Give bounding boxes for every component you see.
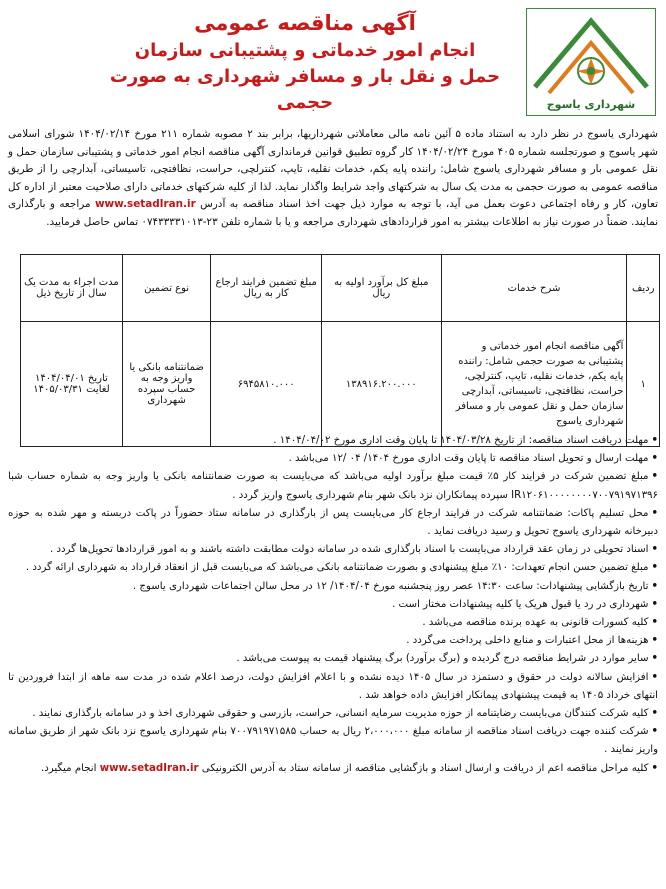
- list-item: •تاریخ بازگشایی پیشنهادات: ساعت ۱۴:۳۰ عصر روز پنجشنبه مورخ ۱۴۰۴/۰۴/ ۱۲ در محل سالن اجتماعات شهرداری یاسوج .: [132, 580, 658, 592]
- cell-guarantee: ۶۹۴۵۸۱۰.۰۰۰: [211, 322, 322, 447]
- cell-index: ۱: [627, 322, 660, 447]
- footer-website-link[interactable]: www.setadIran.ir: [99, 762, 199, 774]
- list-item: •مبلغ تضمین حسن انجام تعهدات: ۱۰٪ مبلغ پیشنهادی و بصورت ضمانتنامه بانکی می‌باشد که می‌بایست قبل از انعقاد قرارداد به شهرداری ارائه گردد .: [25, 562, 658, 574]
- page-subtitle-2: حمل و نقل بار و مسافر شهرداری به صورت حجمی: [109, 66, 501, 113]
- tender-table: [20, 254, 660, 447]
- table-header-row: [21, 255, 660, 322]
- cell-duration: تاریخ ۱۴۰۴/۰۴/۰۱ لغایت ۱۴۰۵/۰۳/۳۱: [21, 322, 123, 447]
- intro-paragraph: [8, 126, 658, 232]
- list-item: •کلیه شرکت کنندگان می‌بایست رضایتنامه از حوزه مدیریت سرمایه انسانی، حراست، بازرسی و حقوقی شهرداری اخذ و در سامانه بارگذاری نمایند .: [32, 708, 658, 720]
- cell-guarantee-type: ضمانتنامه بانکی یا واریز وجه به حساب سپرده شهرداری: [122, 322, 211, 447]
- cell-desc: آگهی مناقصه انجام امور خدماتی و پشتیبانی به صورت حجمی شامل: راننده پایه یکم، خدمات نقلیه، تایپ، کنترلچی، حراست، نظافتچی، تاسیساتی، آبدارچی سازمان حمل و نقل عمومی بار و مسافر شهرداری یاسوج: [441, 322, 627, 447]
- page-subtitle-1: انجام امور خدماتی و پشتیبانی سازمان: [134, 40, 476, 61]
- th-guarantee: مبلغ تضمین فرایند ارجاع کار به ریال: [211, 255, 322, 322]
- th-estimate: مبلغ کل برآورد اولیه به ریال: [322, 255, 442, 322]
- notes-list: [8, 432, 658, 778]
- intro-text-2: مراجعه و بارگذاری نمایند. ضمناً در صورت نیاز به اطلاعات بیشتر به امور قراردادهای شهرداری مراجعه و یا با شماره تلفن ۲۳-۰۷۴۳۳۳۳۱۰۱۳ تماس حاصل فرمایید.: [8, 198, 658, 228]
- list-item: •کلیه کسورات قانونی به عهده برنده مناقصه می‌باشد .: [422, 617, 658, 629]
- municipality-logo: [526, 8, 656, 116]
- logo-text: شهرداری یاسوج: [546, 98, 636, 111]
- list-item: •مبلغ تضمین شرکت در فرایند کار ۵٪ قیمت مبلغ برآورد اولیه می‌باشد که می‌بایست به صورت ضمانتنامه بانکی یا واریز وجه به شماره حساب شبا IR۱۲۰۶۱۰۰۰۰۰۰۰۰۷۰۰۷۹۱۹۷۱۳۹۶ سپرده پیمانکاران نزد بانک شهر بنام شهرداری یاسوج واریز گردد .: [8, 471, 658, 501]
- list-item: •اسناد تحویلی در زمان عقد قرارداد می‌بایست با اسناد بارگذاری شده در سامانه دولت مطابقت داشته باشند و به امور قراردادها تحویل‌ها گردد .: [50, 544, 658, 556]
- page-title: آگهی مناقصه عمومی: [194, 11, 416, 35]
- cell-estimate: ۱۳۸۹۱۶.۲۰۰.۰۰۰: [322, 322, 442, 447]
- list-item: •سایر موارد در شرایط مناقصه درج گردیده و (برگ برآورد) برگ پیشنهاد قیمت به پیوست می‌باشد .: [236, 653, 658, 665]
- th-duration: مدت اجراء به مدت یک سال از تاریخ ذیل: [21, 255, 123, 322]
- list-item: •افزایش سالانه دولت در حقوق و دستمزد در سال ۱۴۰۵ دیده نشده و با اعلام افزایش دولت، درصد اعلام شده در مدت سه ماهه از ابتدا فروردین تا انتهای خرداد ۱۴۰۵ به قیمت پیشنهادی پیمانکار افزایش داده خواهد شد .: [8, 671, 658, 701]
- th-guarantee-type: نوع تضمین: [122, 255, 211, 322]
- list-item: •شرکت کننده جهت دریافت اسناد مناقصه از سامانه مبلغ ۲،۰۰۰،۰۰۰ ریال به حساب ۷۰۰۷۹۱۹۷۱۵۸۵ بنام شهرداری یاسوج نزد بانک شهر از طریق سامانه واریز نمایند .: [8, 726, 659, 756]
- intro-website-link[interactable]: www.setadIran.ir: [94, 198, 196, 211]
- intro-text: شهرداری یاسوج در نظر دارد به استناد ماده ۵ آئین نامه مالی معاملاتی شهرداریها، برابر بند ۲ مصوبه شماره ۲۱۱ مورخ ۱۴۰۴/۰۲/۱۴ شورای اسلامی شهر یاسوج و صورتجلسه شماره ۴۰۵ مورخ ۱۴۰۴/۰۲/۲۴ کار گروه تطبیق قوانین فرمانداری آگهی مناقصه انجام امور خدماتی و پشتیبانی سازمان حمل و نقل عمومی بار و مسافر شهرداری یاسوج شامل: راننده پایه یکم، خدمات نقلیه، تایپ، کنترلچی، حراست، نظافتچی، تاسیساتی، آبدارچی را از طریق مناقصه عمومی به صورت حجمی به مدت یک سال به شرکتهای واجد شرایط واگذار نماید. لذا از کلیه شرکتهای خدماتی دارای صلاحیت معتبر از اداره کل تعاون، کار و رفاه اجتماعی دعوت بعمل می آید، با توجه به موارد ذیل جهت اخذ اسناد مناقصه به آدرس: [8, 128, 658, 211]
- list-item: •مهلت ارسال و تحویل اسناد مناقصه تا پایان وقت اداری مورخ ۱۴۰۴/ ۰۴ /۱۲ می‌باشد .: [288, 453, 658, 465]
- list-item: •هزینه‌ها از محل اعتبارات و منابع داخلی پرداخت می‌گردد .: [406, 635, 658, 647]
- list-item: •محل تسلیم پاکات: ضمانتنامه شرکت در فرایند ارجاع کار می‌بایست پس از بارگذاری در سامانه ستاد حضوراً در پاکت دربسته و مهر شده به حوزه دبیرخانه شهرداری یاسوج تحویل و رسید دریافت نماید .: [8, 507, 658, 538]
- list-item: •شهرداری در رد یا قبول هریک یا کلیه پیشنهادات مختار است .: [392, 598, 658, 610]
- table-row: [21, 322, 660, 447]
- list-item-last: •کلیه مراحل مناقصه اعم از دریافت و ارسال اسناد و بازگشایی مناقصه از سامانه ستاد به آدرس الکترونیکی www.setadIran.ir انجام میگیرد.: [40, 762, 658, 774]
- th-desc: شرح خدمات: [441, 255, 627, 322]
- list-item: •مهلت دریافت اسناد مناقصه: از تاریخ ۱۴۰۴/۰۳/۲۸ تا پایان وقت اداری مورخ ۱۴۰۴/۰۴/۰۲ .: [273, 435, 658, 446]
- notice-titles: [90, 8, 520, 116]
- th-row: ردیف: [627, 255, 660, 322]
